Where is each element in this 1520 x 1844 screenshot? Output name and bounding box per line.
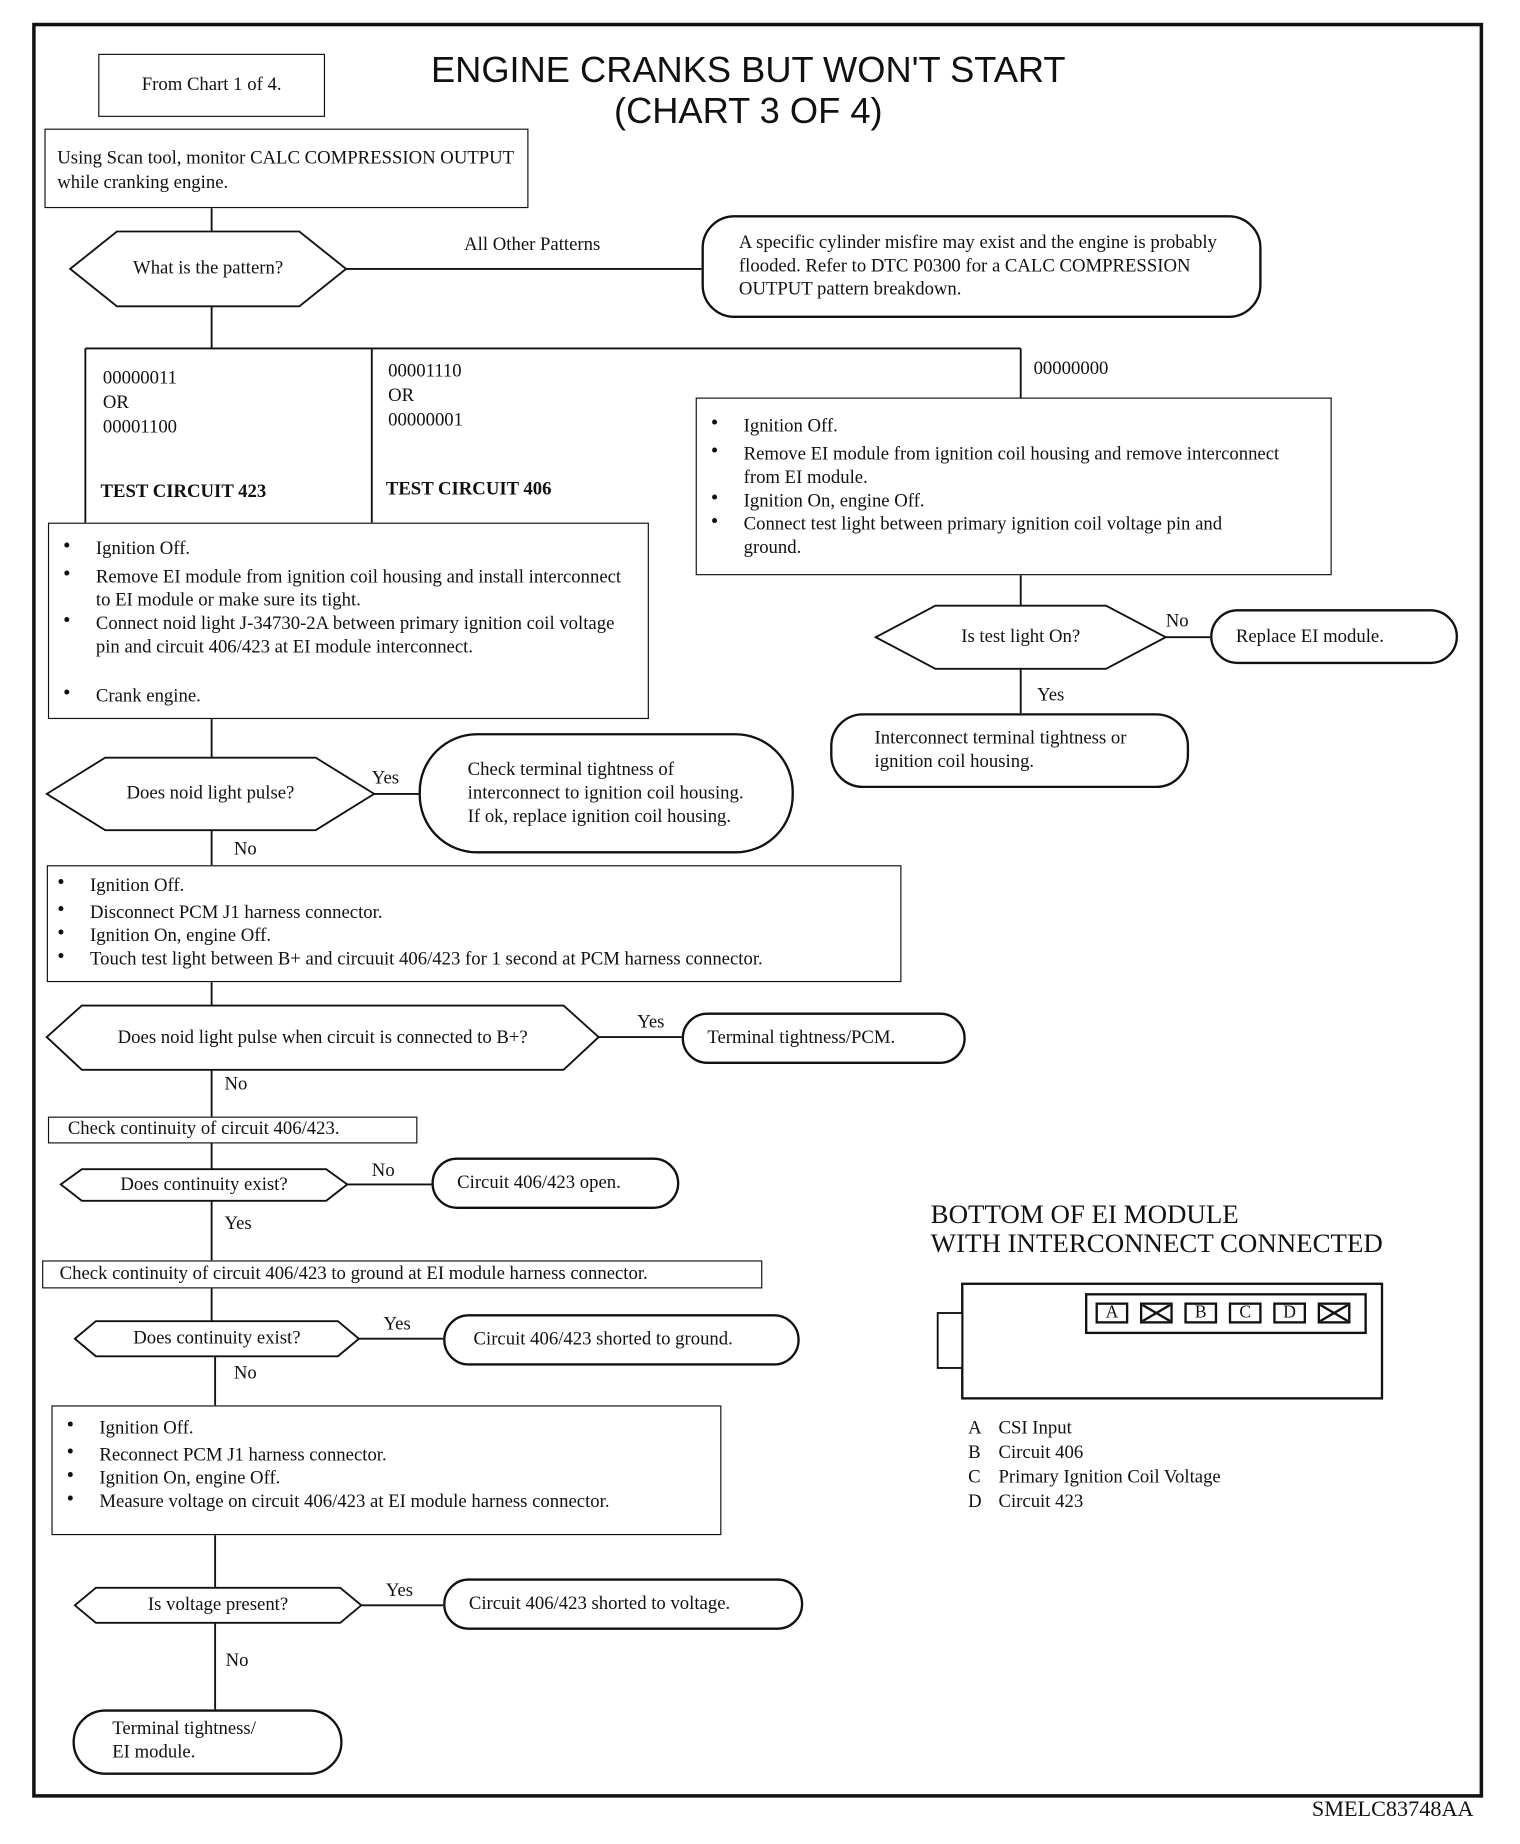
- result-line: EI module.: [112, 1742, 196, 1762]
- pin-c: C: [1229, 1302, 1262, 1323]
- blank-pin-icon: [1140, 1302, 1173, 1323]
- step-item: • Ignition Off.: [43, 875, 888, 898]
- legend-key: B: [968, 1442, 981, 1463]
- pin-legend: [968, 1416, 1221, 1514]
- decision-noid-pulse: Does noid light pulse?: [126, 783, 295, 804]
- decision-continuity-1: Does continuity exist?: [120, 1174, 288, 1195]
- decision-test-light: Is test light On?: [961, 626, 1081, 647]
- legend-item: [968, 1465, 1221, 1490]
- result-terminal-pcm: Terminal tightness/PCM.: [682, 1013, 966, 1064]
- step-item: • Ignition Off.: [49, 538, 624, 561]
- result-misfire: A specific cylinder misfire may exist and the engine is probably flooded. Refer to DTC P0300 for a CALC COMPRESSION OUTPUT pattern breakdown.: [702, 215, 1262, 318]
- step-noid-light: [48, 523, 649, 719]
- chart-title: [351, 49, 1146, 131]
- no-label: No: [225, 1650, 249, 1671]
- result-check-terminal: Check terminal tightness of interconnect to ignition coil housing. If ok, replace ignition coil housing.: [419, 733, 794, 853]
- title-line-2: (CHART 3 OF 4): [614, 90, 883, 131]
- module-title-line: WITH INTERCONNECT CONNECTED: [930, 1228, 1383, 1259]
- step-item: • Reconnect PCM J1 harness connector.: [53, 1444, 709, 1467]
- step-item: • Disconnect PCM J1 harness connector.: [43, 901, 888, 924]
- pin-a: A: [1096, 1302, 1129, 1323]
- no-label: No: [371, 1161, 395, 1181]
- decision-voltage: Is voltage present?: [147, 1594, 289, 1615]
- pattern-code: 00000011: [102, 368, 178, 389]
- pattern-code: 00001100: [102, 417, 178, 438]
- step-item: • Ignition On, engine Off.: [53, 1467, 709, 1490]
- module-title: [931, 1200, 1383, 1258]
- legend-value: CSI Input: [998, 1418, 1072, 1439]
- pin-b: B: [1184, 1302, 1217, 1323]
- pattern-code: 00000001: [388, 410, 464, 431]
- module-title-line: BOTTOM OF EI MODULE: [930, 1199, 1239, 1229]
- step-continuity: Check continuity of circuit 406/423.: [48, 1117, 417, 1144]
- yes-label: Yes: [637, 1012, 665, 1033]
- all-other-patterns-label: All Other Patterns: [464, 235, 601, 255]
- step-item: • Measure voltage on circuit 406/423 at EI module harness connector.: [53, 1491, 709, 1514]
- legend-item: [968, 1440, 1221, 1465]
- result-short-voltage: Circuit 406/423 shorted to voltage.: [443, 1578, 803, 1629]
- step-measure-voltage: [51, 1405, 721, 1535]
- pin-d: D: [1273, 1302, 1306, 1323]
- step-item: • Remove EI module from ignition coil housing and install interconnect to EI module or make sure its tight.: [49, 566, 624, 613]
- legend-value: Circuit 406: [998, 1442, 1084, 1463]
- yes-label: Yes: [383, 1314, 411, 1335]
- no-label: No: [224, 1074, 248, 1095]
- result-interconnect: Interconnect terminal tightness or ignition coil housing.: [830, 713, 1189, 788]
- step-zero-pattern: [696, 398, 1332, 576]
- step-pcm-test: [47, 865, 902, 982]
- no-label: No: [1165, 611, 1189, 632]
- yes-label: Yes: [1037, 685, 1065, 706]
- test-circuit-406-label: TEST CIRCUIT 406: [385, 479, 552, 500]
- result-line: Terminal tightness/: [112, 1718, 256, 1739]
- legend-value: Primary Ignition Coil Voltage: [998, 1467, 1221, 1488]
- step-item: • Connect noid light J-34730-2A between primary ignition coil voltage pin and circuit 406/423 at EI module interconnect.: [49, 613, 624, 660]
- legend-item: [968, 1490, 1221, 1515]
- test-circuit-423-label: TEST CIRCUIT 423: [100, 481, 267, 502]
- step-item: • Ignition Off.: [53, 1417, 709, 1440]
- step-item: • Ignition Off.: [697, 415, 1284, 438]
- no-label: No: [233, 1363, 257, 1384]
- no-label: No: [233, 839, 257, 860]
- result-open: Circuit 406/423 open.: [431, 1158, 679, 1209]
- step-item: • Connect test light between primary ignition coil voltage pin and ground.: [697, 513, 1284, 560]
- figure-code: SMELC83748AA: [1311, 1797, 1474, 1822]
- step-item: • Crank engine.: [49, 685, 624, 708]
- legend-key: C: [968, 1467, 981, 1488]
- branch-zero-pattern: 00000000: [1033, 358, 1109, 379]
- legend-key: A: [968, 1418, 982, 1439]
- step-ground-continuity: Check continuity of circuit 406/423 to ground at EI module harness connector.: [42, 1260, 762, 1288]
- decision-noid-bplus: Does noid light pulse when circuit is connected to B+?: [117, 1027, 528, 1048]
- result-replace-ei: Replace EI module.: [1210, 609, 1458, 664]
- legend-value: Circuit 423: [998, 1491, 1084, 1512]
- result-terminal-ei: [72, 1709, 342, 1774]
- pattern-code: 00001110: [388, 361, 462, 382]
- title-line-1: ENGINE CRANKS BUT WON'T START: [430, 49, 1066, 91]
- yes-label: Yes: [385, 1580, 414, 1601]
- step-item: • Ignition On, engine Off.: [697, 490, 1284, 513]
- step-item: • Remove EI module from ignition coil housing and remove interconnect from EI module.: [697, 443, 1284, 490]
- connector-pins: [1096, 1302, 1363, 1325]
- branch-406-patterns: [388, 359, 463, 433]
- branch-423-patterns: [103, 366, 177, 440]
- from-chart-box: From Chart 1 of 4.: [98, 54, 325, 117]
- decision-continuity-2: Does continuity exist?: [133, 1328, 301, 1349]
- scan-tool-step: Using Scan tool, monitor CALC COMPRESSION OUTPUT while cranking engine.: [44, 129, 528, 209]
- step-item: • Ignition On, engine Off.: [43, 925, 888, 948]
- decision-pattern: What is the pattern?: [133, 258, 284, 279]
- step-item: • Touch test light between B+ and circuuit 406/423 for 1 second at PCM harness connector.: [43, 948, 888, 971]
- or-label: OR: [388, 385, 415, 406]
- blank-pin-icon: [1318, 1302, 1351, 1323]
- yes-label: Yes: [371, 768, 400, 789]
- legend-item: [968, 1416, 1221, 1441]
- result-short-ground: Circuit 406/423 shorted to ground.: [443, 1314, 800, 1365]
- legend-key: D: [968, 1491, 982, 1512]
- yes-label: Yes: [224, 1213, 252, 1234]
- or-label: OR: [102, 392, 129, 413]
